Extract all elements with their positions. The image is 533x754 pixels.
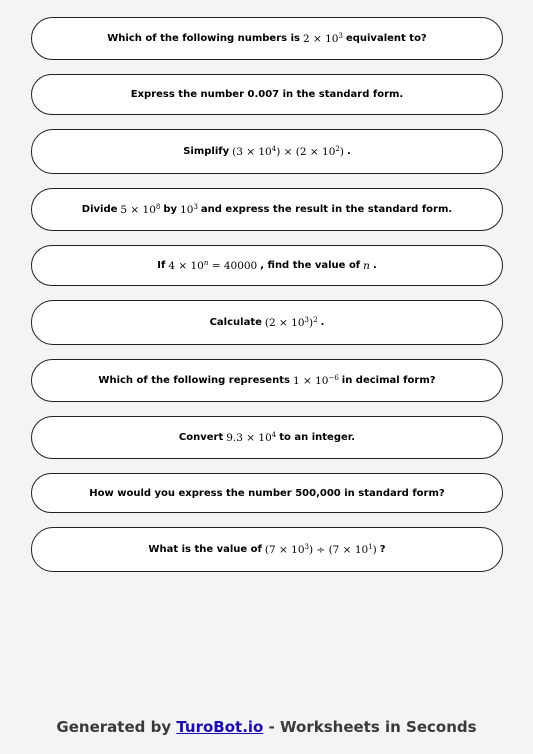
question-text-pre: Which of the following represents [98, 375, 290, 386]
question-card-9 [31, 473, 503, 513]
question-text-pre: Express the number 0.007 in the standard form. [130, 89, 404, 100]
question-text-post: equivalent to? [345, 33, 427, 44]
question-text-mid: , find the value of [260, 260, 361, 271]
question-card-1 [31, 17, 503, 60]
question-text-pre: Divide [81, 204, 118, 215]
question-text-pre: Convert [178, 432, 224, 443]
question-text-post: . [346, 146, 351, 157]
turobot-link[interactable]: TuroBot.io [176, 718, 264, 736]
question-math-2: $10^3$ [180, 202, 198, 216]
question-card-6 [31, 300, 503, 345]
question-math: $1 \times 10^{-6}$ [292, 373, 339, 387]
question-card-5 [31, 245, 503, 286]
question-math: $5 \times 10^8$ [120, 202, 161, 216]
question-text-pre: Calculate [209, 317, 262, 328]
question-math: $4 \times 10^n = 40000$ [168, 258, 258, 272]
question-text-post: to an integer. [279, 432, 356, 443]
question-math: $2 \times 10^3$ [302, 31, 343, 45]
question-text-post: ? [379, 544, 386, 555]
question-math: $9.3 \times 10^4$ [226, 430, 277, 444]
question-text-post: . [372, 260, 377, 271]
question-text-pre: Which of the following numbers is [107, 33, 300, 44]
question-text-post: and express the result in the standard form. [200, 204, 453, 215]
question-math: $(3 \times 10^4) \times (2 \times 10^2)$ [232, 144, 344, 158]
question-card-3 [31, 129, 503, 174]
question-math: $(2 \times 10^3)^2$ [264, 315, 318, 329]
question-card-10 [31, 527, 503, 572]
question-math-2: n [363, 259, 370, 272]
question-math: $(7 \times 10^3) \div (7 \times 10^1)$ [264, 542, 377, 556]
question-text-post: . [320, 317, 325, 328]
footer-suffix: - Worksheets in Seconds [263, 718, 477, 736]
question-text-pre: What is the value of [148, 544, 262, 555]
footer [0, 718, 533, 736]
question-card-2 [31, 74, 503, 115]
question-text-pre: If [157, 260, 166, 271]
question-card-4 [31, 188, 503, 231]
question-card-8 [31, 416, 503, 459]
question-text-pre: Simplify [183, 146, 230, 157]
question-text-pre: How would you express the number 500,000 in standard form? [89, 487, 445, 499]
question-card-7 [31, 359, 503, 402]
question-text-mid: by [163, 204, 178, 215]
question-text-post: in decimal form? [341, 375, 436, 386]
footer-prefix: Generated by [56, 718, 177, 736]
